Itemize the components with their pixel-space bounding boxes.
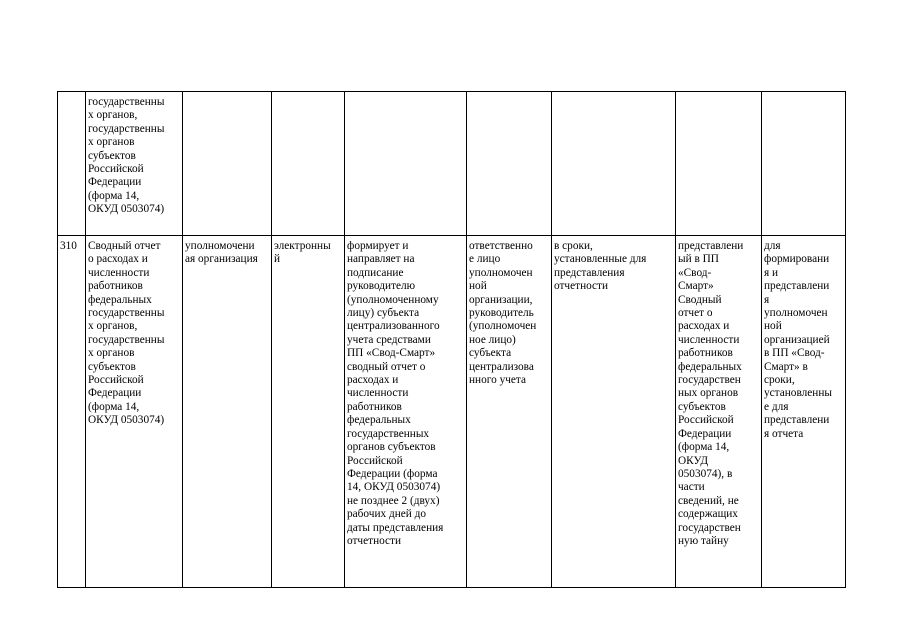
procedure-cell: [345, 236, 467, 588]
row-number-cell: [58, 92, 86, 236]
row-number: 310: [60, 240, 77, 252]
deadline-cell: [552, 236, 676, 588]
result-cell: [676, 236, 762, 588]
form-cell: [272, 92, 345, 236]
purpose-cell: [762, 236, 846, 588]
responsible-cell: [467, 92, 552, 236]
result-cell: [676, 92, 762, 236]
responsible-person: ответственно е лицо уполномочен ной организации, руководитель (уполномочен ное лицо) субъекта централизова нного учета: [469, 240, 537, 387]
report-name: государственны х органов, государственны х органов субъектов Российской Федерации (форма 14, ОКУД 0503074): [88, 96, 165, 216]
table-row: [58, 236, 846, 588]
deadline-cell: [552, 92, 676, 236]
report-name: Сводный отчет о расходах и численности работников федеральных государственны х органов, государственны х органов субъектов Российской Федерации (форма 14, ОКУД 0503074): [88, 240, 165, 427]
procedure: формирует и направляет на подписание руководителю (уполномоченному лицу) субъекта централизованного учета средствами ПП «Свод-Смарт» сводный отчет о расходах и численности работников федеральных государственных органов субъектов Российской Федерации (форма 14, ОКУД 0503074) не позднее 2 (двух) рабочих дней до даты представления отчетности: [347, 240, 444, 547]
executor-cell: [183, 236, 272, 588]
report-name-cell: [86, 92, 183, 236]
document-form: электронны й: [274, 240, 331, 266]
table-row: [58, 92, 846, 236]
procedure-cell: [345, 92, 467, 236]
purpose: для формировани я и представлени я уполномочен ной организацией в ПП «Свод- Смарт» в сроки, установленны е для представлени я отчета: [764, 240, 832, 440]
result: представлени ый в ПП «Свод- Смарт» Сводный отчет о расходах и численности работников федеральных государствен ных органов субъектов Российской Федерации (форма 14, ОКУД 0503074), в части сведений, не содержащих государствен ную тайну: [678, 240, 744, 547]
executor-cell: [183, 92, 272, 236]
purpose-cell: [762, 92, 846, 236]
row-number-cell: [58, 236, 86, 588]
deadline: в сроки, установленные для представления отчетности: [554, 240, 647, 293]
responsible-cell: [467, 236, 552, 588]
report-name-cell: [86, 236, 183, 588]
document-table: [57, 91, 846, 588]
form-cell: [272, 236, 345, 588]
executor: уполномочени ая организация: [185, 240, 258, 266]
